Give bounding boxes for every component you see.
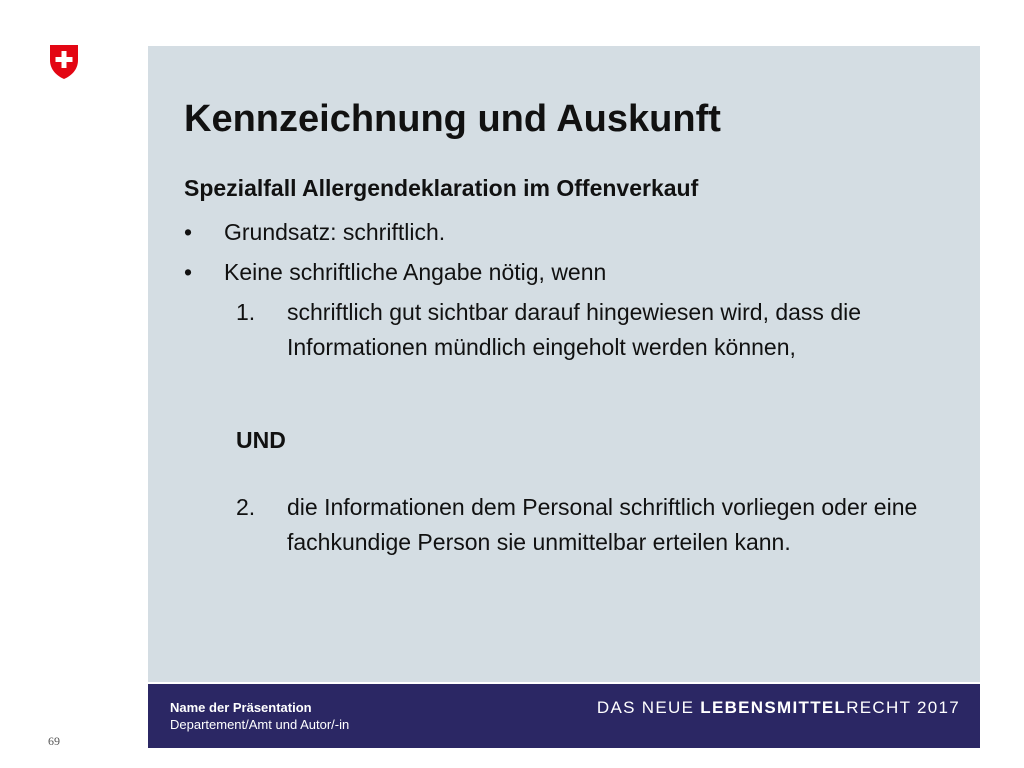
connector-text: UND (236, 427, 286, 453)
brand-wordmark (597, 698, 960, 718)
department-author: Departement/Amt und Autor/-in (170, 717, 350, 732)
item-number: 1. (236, 299, 256, 325)
bullet-text: Keine schriftliche Angabe nötig, wenn (224, 259, 607, 285)
brand-prefix: DAS NEUE (596, 698, 701, 717)
bullet-text: Grundsatz: schriftlich. (224, 219, 446, 245)
presentation-name: Name der Präsentation (170, 700, 312, 715)
brand-suffix: RECHT 2017 (846, 698, 960, 717)
bullet-marker: • (184, 219, 193, 245)
item-number: 2. (236, 494, 256, 520)
slide-subtitle: Spezialfall Allergendeklaration im Offenverkauf (184, 175, 699, 201)
item-text: die Informationen dem Personal schriftlich vorliegen oder eine fachkundige Person sie unmittelbar erteilen kann. (287, 494, 918, 555)
bullet-marker: • (184, 259, 193, 285)
page-number: 69 (48, 734, 60, 748)
slide-title: Kennzeichnung und Auskunft (184, 98, 721, 140)
footer-bar (148, 684, 980, 748)
swiss-coat-of-arms-icon (49, 44, 79, 80)
item-text: schriftlich gut sichtbar darauf hingewiesen wird, dass die Informationen mündlich eingeholt werden können, (287, 299, 862, 360)
brand-bold: LEBENSMITTEL (700, 698, 847, 717)
